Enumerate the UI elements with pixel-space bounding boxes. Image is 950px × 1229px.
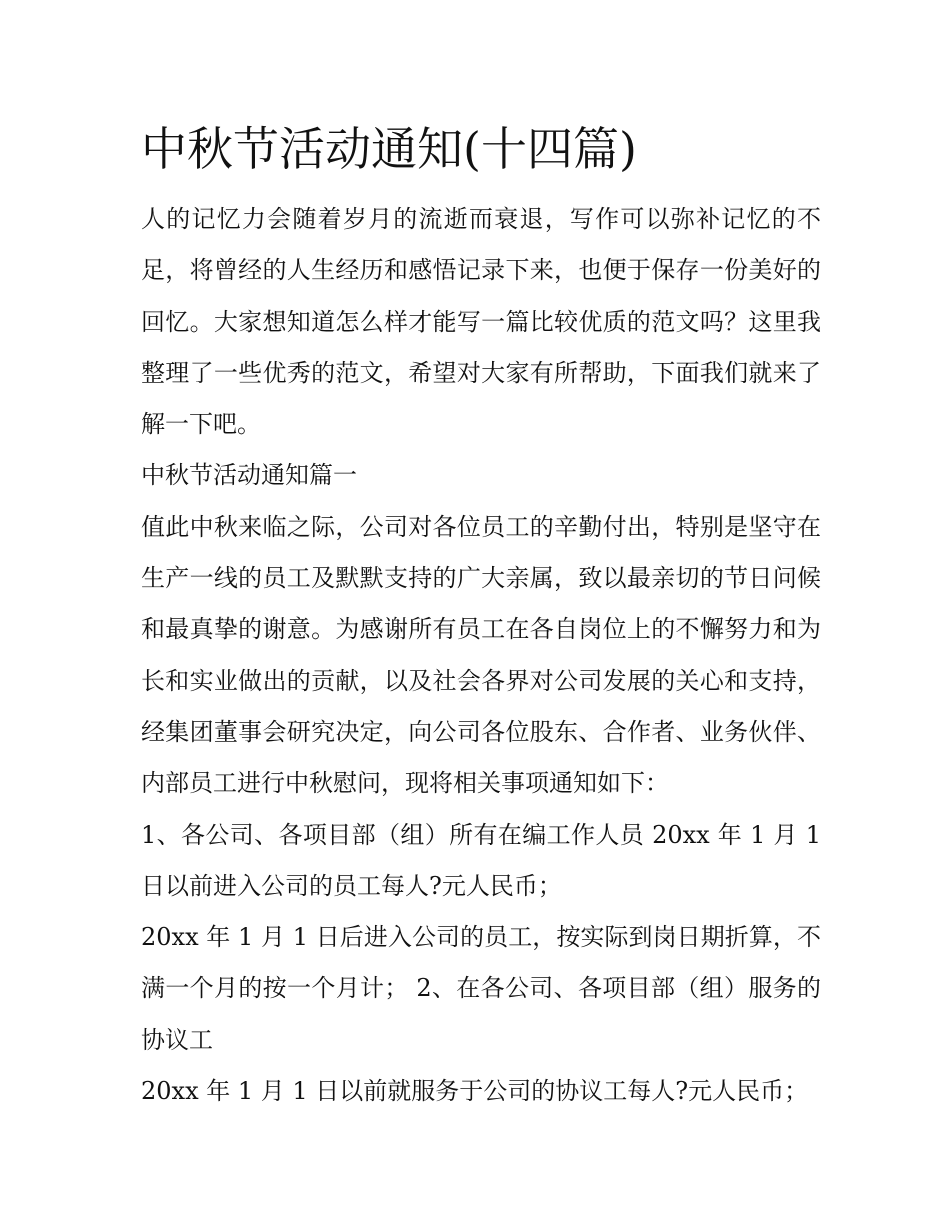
body-paragraph: 20xx 年 1 月 1 日以前就服务于公司的协议工每人?元人民币；: [141, 1077, 809, 1106]
section-heading: 中秋节活动通知篇一: [141, 461, 357, 490]
body-paragraph: 20xx 年 1 月 1 日后进入公司的员工，按实际到岗日期折算，不满一个月的按一个月计； 2、在各公司、各项目部（组）服务的协议工: [141, 923, 821, 1054]
body-paragraph: 值此中秋来临之际，公司对各位员工的辛勤付出，特别是坚守在生产一线的员工及默默支持的广大亲属，致以最亲切的节日问候和最真挚的谢意。为感谢所有员工在各自岗位上的不懈努力和为长和实业做出的贡献，以及社会各界对公司发展的关心和支持，经集团董事会研究决定，向公司各位股东、合作者、业务伙伴、内部员工进行中秋慰问，现将相关事项通知如下：: [141, 512, 821, 798]
document-title: 中秋节活动通知(十四篇): [141, 122, 637, 176]
document-body: [141, 112, 821, 1117]
body-paragraph: 1、各公司、各项目部（组）所有在编工作人员 20xx 年 1 月 1 日以前进入公司的员工每人?元人民币；: [141, 820, 821, 900]
intro-paragraph: 人的记忆力会随着岁月的流逝而衰退，写作可以弥补记忆的不足，将曾经的人生经历和感悟记录下来，也便于保存一份美好的回忆。大家想知道怎么样才能写一篇比较优质的范文吗？这里我整理了一些优秀的范文，希望对大家有所帮助，下面我们就来了解一下吧。: [141, 205, 821, 439]
